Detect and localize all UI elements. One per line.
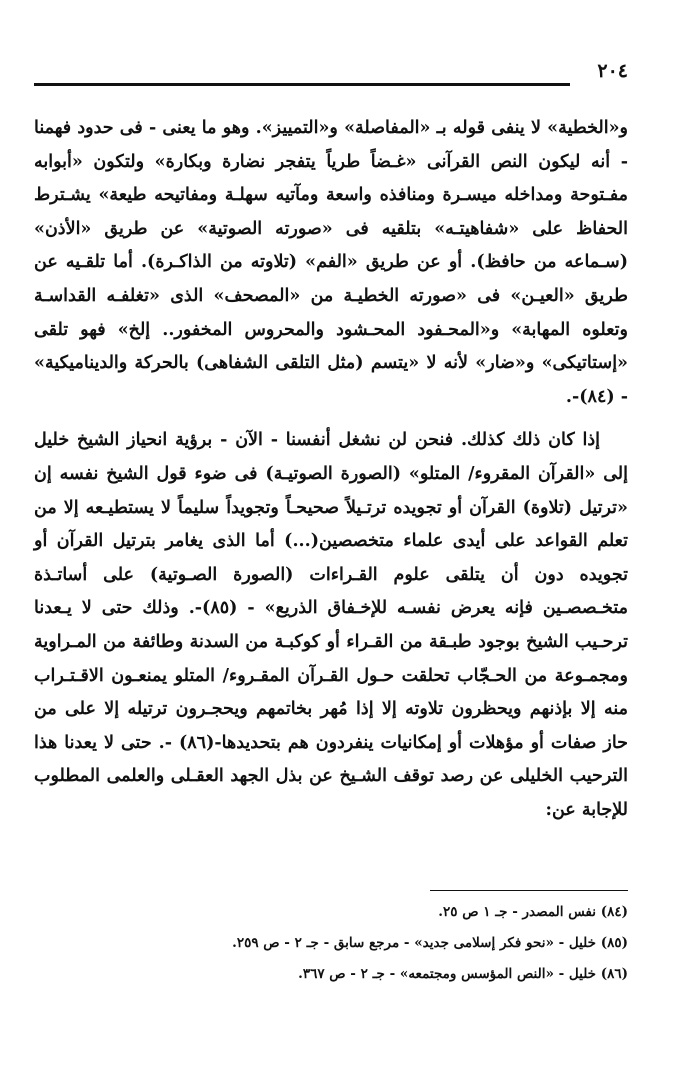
footnote-85: (٨٥) خليل - «نحو فكر إسلامى جديد» - مرجع سابق - جـ ٢ - ص ٢٥٩. (232, 935, 628, 951)
paragraph: و«الخطية» لا ينفى قوله بـ «المفاصلة» و«التمييز». وهو ما يعنى - فى حدود فهمنا - أنه ليكون النص القرآنى «غـضاً طرياً يتفجر نضارة وبكارة» ولتكون «أبوابه مفـتوحة ومداخله ميسـرة ومنافذه واسعة ومآتيه سهلـة ومفاتيحه طيعة» يشـترط الحفاظ على «شفاهيتـه» بتلقيه فى «صورته الصوتية» عن طريق «الأذن» (سـماعه من حافظ). أو عن طريق «الفم» (تلاوته من الذاكـرة). أما تلقـيه عن طريق «العيـن» فى «صورته الخطيـة من «المصحف» الذى «تغلفـه القداسـة وتعلوه المهابة» و«المحـفود المحـشود والمحروس المخفور.. إلخ» فهو تلقى «إستاتيكى» و«ضار» لأنه لا «يتسم (مثل التلقى الشفاهى) بالحركة والديناميكية» - (٨٤)-. (34, 118, 628, 407)
header-rule (34, 83, 570, 86)
paragraph: إذا كان ذلك كذلك. فنحن لن نشغل أنفسنا - الآن - برؤية انحياز الشيخ خليل إلى «القرآن المقروء/ المتلو» (الصورة الصوتيـة) فى ضوء قول الشيخ نفسه إن «ترتيل (تلاوة) القرآن أو تجويده ترتـيلاً صحيحـاً وتجويداً سليماً لا يستطيـعه إلا من تعلم القواعد على أيدى علماء متخصصين(...) أما الذى يغامر بترتيل القرآن أو تجويده دون أن يتلقى علوم القـراءات (الصورة الصـوتية) على أساتـذة متخـصصـين فإنه يعرض نفسـه للإخـفاق الذريع» - (٨٥)-. وذلك حتى لا يـعدنا ترحـيب الشيخ بوجود طبـقة من القـراء أو كوكبـة من السدنة وطائفة من المـراوية ومجمـوعة من الحـجّاب تحلقت حـول القـرآن المقـروء/ المتلو يمنعـون الاقـتـراب منه إلا بإذنهم ويحظرون تلاوته إلا إذا مُهر بخاتمهم ويحجـرون ترتيله إلا على من حاز صفات أو مؤهلات أو إمكانيات ينفردون هم بتحديدها-(٨٦) -. حتى لا يعدنا هذا الترحيب الخليلى عن رصد توقف الشـيخ عن بذل الجهد العقـلى والعلمى المطلوب للإجابة عن: (34, 430, 628, 820)
footnote-84: (٨٤) نفس المصدر - جـ ١ ص ٢٥. (438, 904, 628, 920)
main-text (34, 112, 628, 827)
page-header (34, 58, 628, 92)
footnote-86: (٨٦) خليل - «النص المؤسس ومجتمعه» - جـ ٢ - ص ٣٦٧. (298, 966, 628, 982)
footnote-separator (430, 890, 628, 891)
page-number: ٢٠٤ (597, 60, 628, 82)
footnotes (34, 897, 628, 990)
